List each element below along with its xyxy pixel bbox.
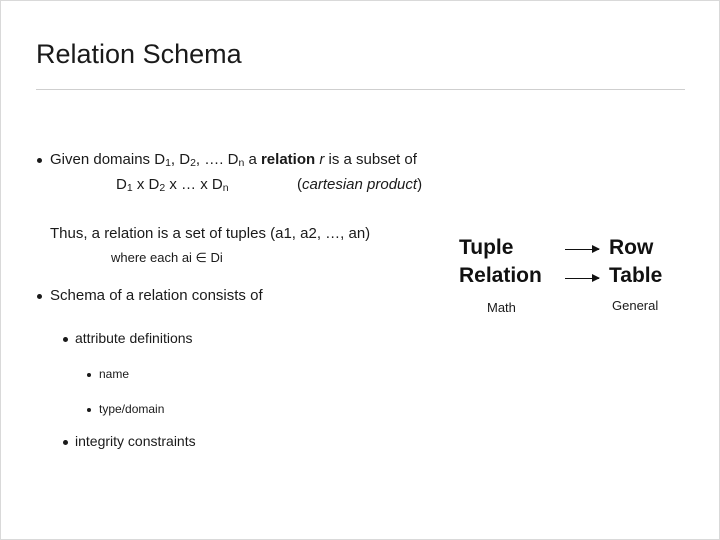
text-run: , D bbox=[170, 151, 191, 168]
bullet-dot bbox=[37, 158, 42, 163]
slide-title: Relation Schema bbox=[36, 39, 242, 69]
where-text: where each ai ∈ Di bbox=[111, 250, 223, 265]
bullet-dot bbox=[37, 294, 42, 299]
cartesian-product-note bbox=[297, 176, 422, 193]
tuple-to-row-arrow-icon bbox=[565, 249, 599, 250]
general-caption: General bbox=[612, 298, 659, 313]
relation-variable: r bbox=[319, 151, 325, 168]
subscript: 2 bbox=[159, 182, 166, 195]
thus-text: Thus, a relation is a set of tuples (a1, a2, …, an) bbox=[50, 225, 371, 242]
table-term: Table bbox=[609, 264, 663, 287]
subscript: 2 bbox=[190, 157, 196, 170]
given-domains-text bbox=[50, 151, 417, 169]
name-text: name bbox=[99, 367, 130, 381]
math-caption: Math bbox=[487, 300, 516, 315]
title-divider bbox=[36, 89, 685, 90]
relation-term: Relation bbox=[459, 264, 542, 287]
text-run: x D bbox=[132, 176, 160, 193]
attribute-definitions-text: attribute definitions bbox=[75, 330, 193, 346]
product-expression bbox=[116, 176, 229, 194]
subscript: 1 bbox=[165, 157, 171, 170]
text-run: is a subset of bbox=[324, 151, 417, 168]
text-run: ( bbox=[297, 176, 302, 193]
text-run: ) bbox=[417, 176, 423, 193]
text-run: a bbox=[244, 151, 261, 168]
row-term: Row bbox=[609, 236, 654, 259]
relation-to-table-arrow-icon bbox=[565, 278, 599, 279]
bullet-dot bbox=[63, 337, 68, 342]
text-run: D bbox=[116, 176, 127, 193]
type-domain-text: type/domain bbox=[99, 402, 165, 416]
integrity-constraints-text: integrity constraints bbox=[75, 433, 196, 449]
text-run: x … x D bbox=[165, 176, 223, 193]
bullet-dot bbox=[87, 408, 91, 412]
text-run: , …. D bbox=[195, 151, 239, 168]
relation-bold-term: relation bbox=[260, 151, 316, 168]
cartesian-product-term: cartesian product bbox=[302, 176, 418, 193]
bullet-dot bbox=[63, 440, 68, 445]
schema-text: Schema of a relation consists of bbox=[50, 287, 263, 304]
subscript: n bbox=[238, 157, 245, 170]
subscript: n bbox=[222, 182, 229, 195]
bullet-dot bbox=[87, 373, 91, 377]
tuple-term: Tuple bbox=[459, 236, 514, 259]
text-run: Given domains D bbox=[50, 151, 166, 168]
subscript: 1 bbox=[126, 182, 133, 195]
